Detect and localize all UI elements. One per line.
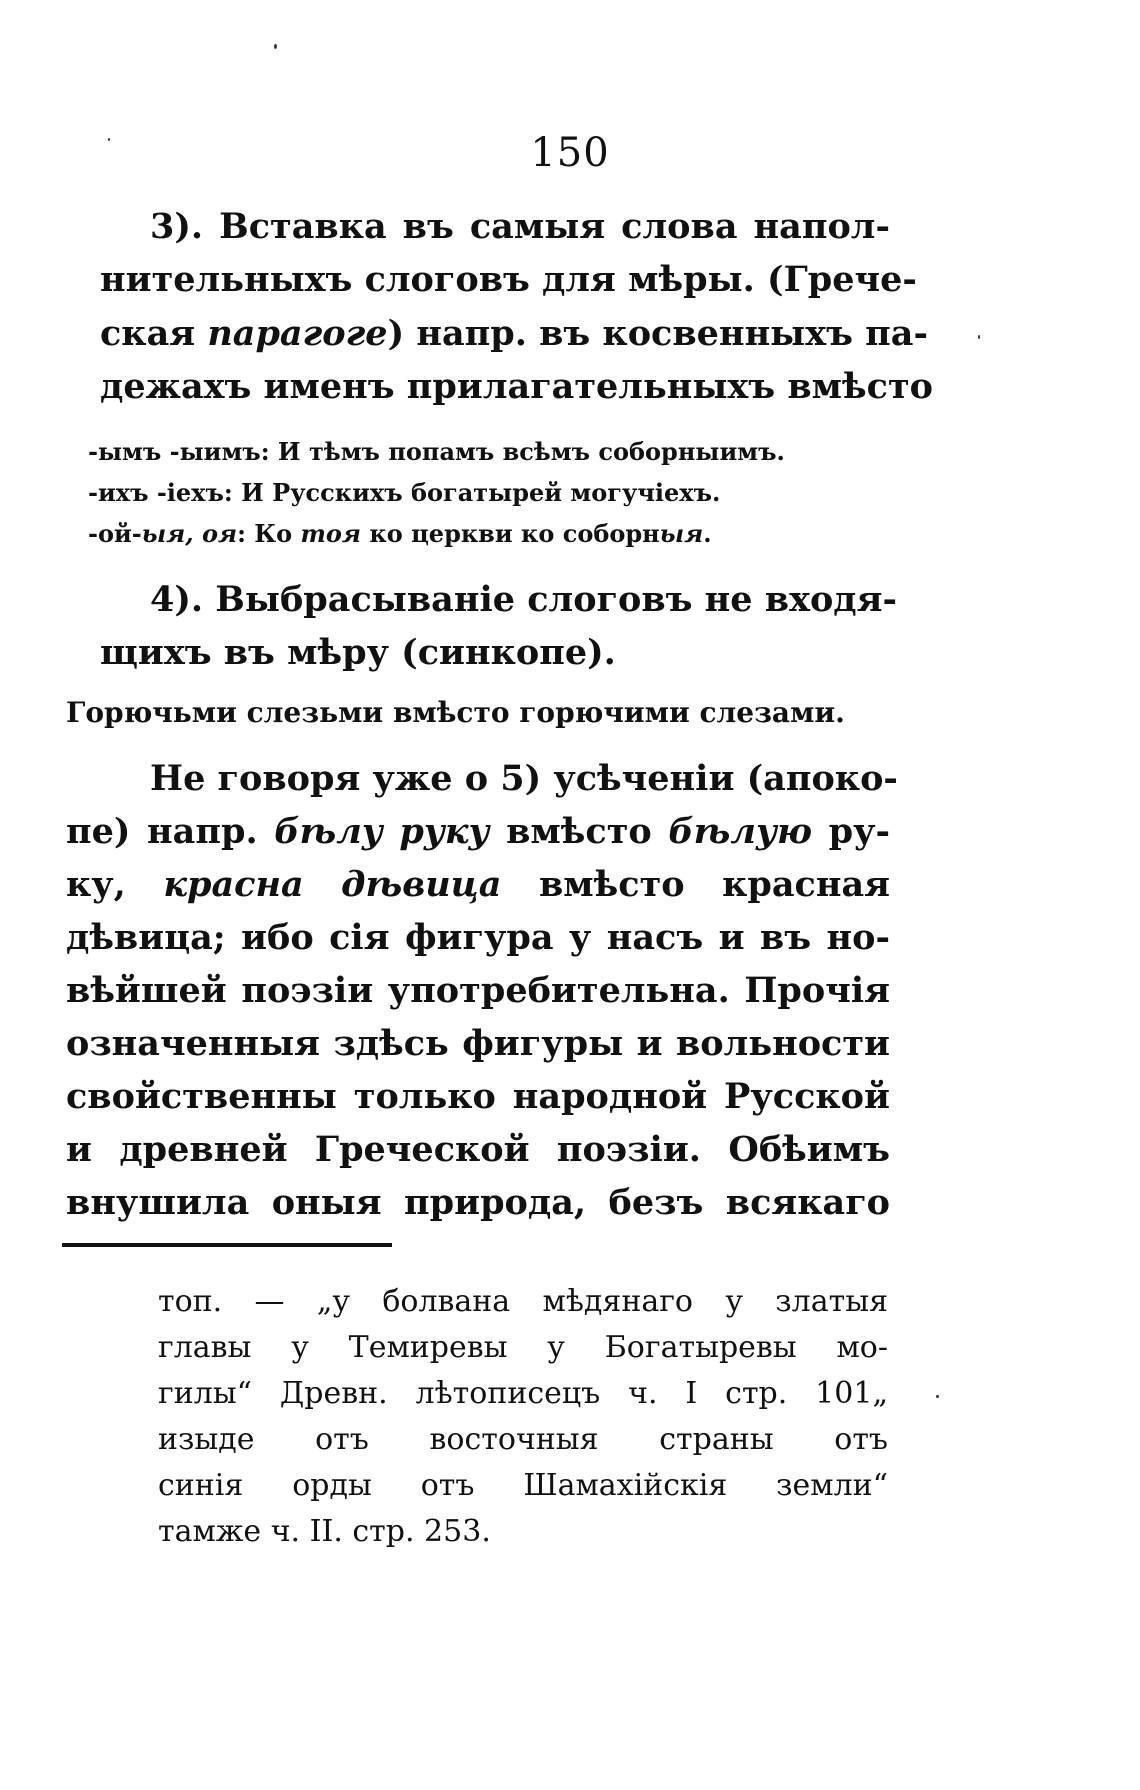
italic-term: ыя [659, 519, 704, 548]
scan-speck [274, 44, 277, 49]
scan-speck [978, 335, 980, 339]
text-line: свойственны только народной Русской [66, 1076, 890, 1117]
text-line: внушила оныя природа, безъ всякаго [66, 1182, 890, 1223]
footnote-line: топ. — „у болвана мѣдянаго у златыя [158, 1284, 888, 1319]
text-span: -ой- [88, 519, 142, 548]
text-span: ская [100, 313, 208, 354]
text-span: : Ко [237, 519, 301, 548]
text-span: пе) напр. [66, 811, 275, 852]
text-line: Не говоря уже о 5) усѣченiи (апоко- [150, 758, 898, 799]
text-span: вмѣсто красная [501, 864, 890, 905]
italic-term: ыя, оя [141, 519, 238, 548]
text-span: ) напр. въ косвенныхъ па- [387, 313, 928, 354]
example-line: Горючьми слезьми вмѣсто горючими слезами. [66, 696, 845, 729]
text-line: нительныхъ слоговъ для мѣры. (Грече- [100, 259, 917, 300]
text-line: и древней Греческой поэзiи. Обѣимъ [66, 1129, 890, 1170]
text-span: . [703, 519, 712, 548]
footnote-line: изыде отъ восточныя страны отъ [158, 1422, 888, 1457]
italic-term: тоя [300, 519, 362, 548]
footnote-line: главы у Темиревы у Богатыревы мо- [158, 1330, 888, 1365]
footnote-rule [62, 1243, 392, 1247]
italic-term: бѣлую [668, 811, 812, 852]
italic-term: бѣлу руку [274, 811, 490, 852]
text-line: означенныя здѣсь фигуры и вольности [66, 1023, 890, 1064]
text-span: ку, [66, 864, 164, 905]
text-line: вѣйшей поэзiи употребительна. Прочiя [66, 970, 890, 1011]
text-line: дежахъ именъ прилагательныхъ вмѣсто [100, 366, 933, 407]
text-span: ко церкви ко соборн [361, 519, 660, 548]
text-line: щихъ въ мѣру (синкопе). [100, 632, 616, 673]
text-span: вмѣсто [489, 811, 669, 852]
text-line: 3). Вставка въ самыя слова напол- [150, 206, 890, 247]
footnote-line: синiя орды отъ Шамахiйскiя земли“ [158, 1468, 888, 1503]
page-number: 150 [530, 130, 610, 176]
example-line: -ихъ -iехъ: И Русскихъ богатырей могучiехъ. [88, 478, 721, 507]
text-line: дѣвица; ибо сiя фигура у насъ и въ но- [66, 917, 890, 958]
footnote-line: гилы“ Древн. лѣтописецъ ч. I стр. 101„ [158, 1376, 888, 1411]
text-line [100, 313, 928, 354]
italic-term: красна дѣвица [163, 864, 502, 905]
italic-term: парагоге [207, 313, 388, 354]
text-line [66, 864, 890, 905]
example-line: -ымъ -ыимъ: И тѣмъ попамъ всѣмъ соборныимъ. [88, 437, 785, 466]
text-span: ру- [812, 811, 891, 852]
example-line [88, 519, 712, 548]
footnote-line: тамже ч. II. стр. 253. [158, 1514, 491, 1549]
scan-speck [936, 1395, 939, 1398]
text-line [66, 811, 890, 852]
text-line: 4). Выбрасыванiе слоговъ не входя- [150, 579, 897, 620]
